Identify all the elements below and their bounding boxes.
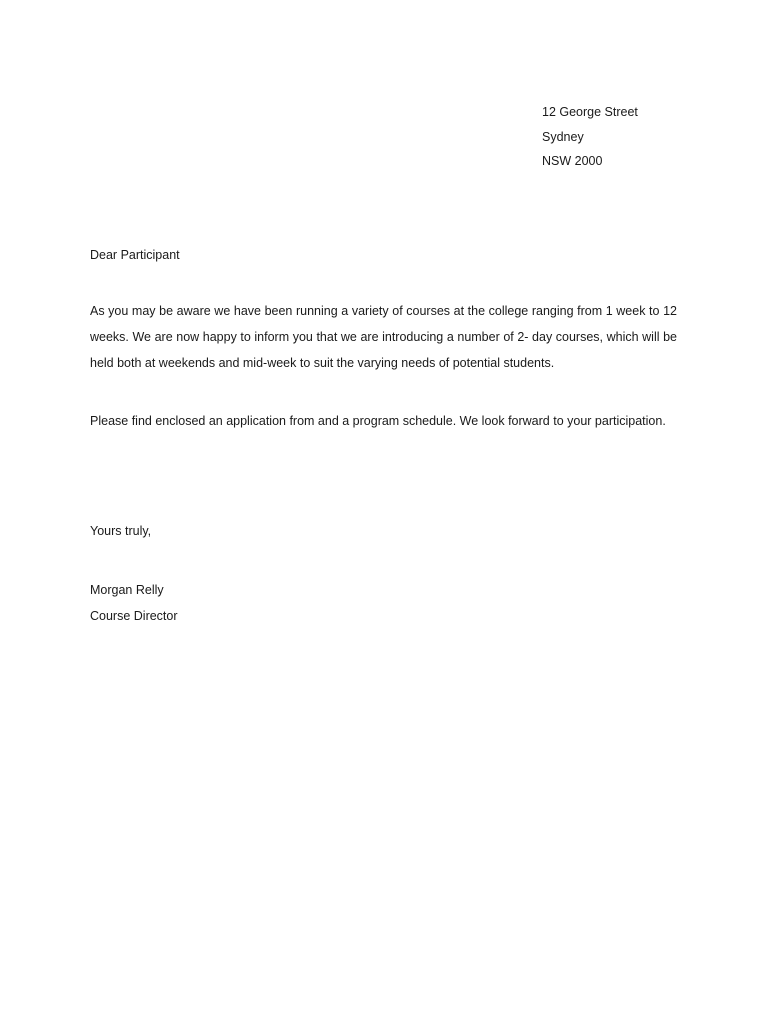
signatory-name: Morgan Relly xyxy=(90,583,164,597)
closing: Yours truly, xyxy=(90,524,152,538)
salutation: Dear Participant xyxy=(90,248,180,262)
signature-block xyxy=(90,577,178,629)
body-paragraph-2: Please find enclosed an application from and a program schedule. We look forward to your participation. xyxy=(90,414,666,428)
address-state-postcode: NSW 2000 xyxy=(542,154,603,168)
sender-address xyxy=(542,100,638,174)
address-city: Sydney xyxy=(542,129,584,144)
body-paragraph-1: As you may be aware we have been running a variety of courses at the college ranging from 1 week to 12 weeks. We are now happy to inform you that we are introducing a number of 2- day courses, which will be held both at weekends and mid-week to suit the varying needs of potential students. xyxy=(90,304,677,370)
signatory-title: Course Director xyxy=(90,609,178,623)
address-street: 12 George Street xyxy=(542,105,638,119)
